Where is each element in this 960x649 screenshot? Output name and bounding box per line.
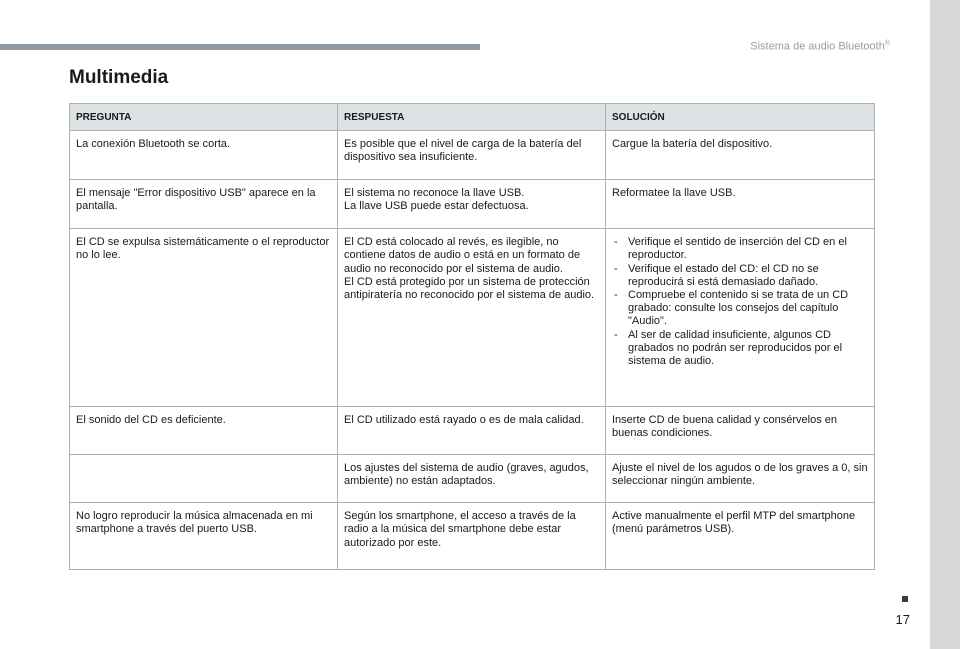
header-rule	[0, 44, 480, 50]
registered-mark: ®	[884, 40, 890, 47]
section-header	[710, 40, 890, 53]
column-header-answer: RESPUESTA	[338, 104, 606, 131]
answer-line: El CD está colocado al revés, es ilegible, no contiene datos de audio o está en un formato de audio no reconocido por el sistema de audio.	[344, 236, 581, 275]
table-row	[70, 229, 875, 407]
section-title: Sistema de audio Bluetooth	[750, 40, 885, 53]
answer-cell	[338, 180, 606, 229]
answer-cell: Según los smartphone, el acceso a través de la radio a la música del smartphone debe estar autorizado por este.	[338, 503, 606, 570]
table-row	[70, 455, 875, 503]
question-cell: La conexión Bluetooth se corta.	[70, 131, 338, 180]
answer-cell	[338, 229, 606, 407]
question-cell	[70, 455, 338, 503]
solution-cell: Reformatee la llave USB.	[606, 180, 875, 229]
solution-cell: Active manualmente el perfil MTP del smartphone (menú parámetros USB).	[606, 503, 875, 570]
answer-line: El CD está protegido por un sistema de protección antipiratería no reconocido por el sistema de audio.	[344, 275, 595, 302]
solution-cell: Inserte CD de buena calidad y consérvelos en buenas condiciones.	[606, 407, 875, 455]
solution-cell: Cargue la batería del dispositivo.	[606, 131, 875, 180]
page-marker-square	[902, 596, 908, 602]
question-cell: No logro reproducir la música almacenada en mi smartphone a través del puerto USB.	[70, 503, 338, 570]
solution-cell	[606, 229, 875, 407]
table-row	[70, 180, 875, 229]
question-cell: El sonido del CD es deficiente.	[70, 407, 338, 455]
column-header-question: PREGUNTA	[70, 104, 338, 131]
answer-cell: El CD utilizado está rayado o es de mala calidad.	[338, 407, 606, 455]
list-item: - Verifique el estado del CD: el CD no se reproducirá si está demasiado dañado.	[612, 263, 868, 289]
troubleshooting-table	[69, 103, 875, 570]
column-header-solution: SOLUCIÓN	[606, 104, 875, 131]
table-row	[70, 503, 875, 570]
table-row	[70, 407, 875, 455]
list-item: - Verifique el sentido de inserción del CD en el reproductor.	[612, 236, 868, 262]
list-item: - Al ser de calidad insuficiente, algunos CD grabados no podrán ser reproducidos por el sistema de audio.	[612, 329, 868, 369]
question-cell: El mensaje "Error dispositivo USB" aparece en la pantalla.	[70, 180, 338, 229]
solution-list	[612, 236, 868, 368]
answer-cell: Los ajustes del sistema de audio (graves, agudos, ambiente) no están adaptados.	[338, 455, 606, 503]
table-row	[70, 131, 875, 180]
page-number: 17	[895, 612, 910, 627]
table-header-row	[70, 104, 875, 131]
answer-line: La llave USB puede estar defectuosa.	[344, 200, 529, 213]
list-item: - Compruebe el contenido si se trata de un CD grabado: consulte los consejos del capítulo "Audio".	[612, 289, 868, 329]
page-title: Multimedia	[69, 67, 169, 88]
answer-line: El sistema no reconoce la llave USB.	[344, 187, 525, 200]
solution-cell: Ajuste el nivel de los agudos o de los graves a 0, sin seleccionar ningún ambiente.	[606, 455, 875, 503]
page-edge-strip	[930, 0, 960, 649]
answer-cell: Es posible que el nivel de carga de la batería del dispositivo sea insuficiente.	[338, 131, 606, 180]
question-cell: El CD se expulsa sistemáticamente o el reproductor no lo lee.	[70, 229, 338, 407]
